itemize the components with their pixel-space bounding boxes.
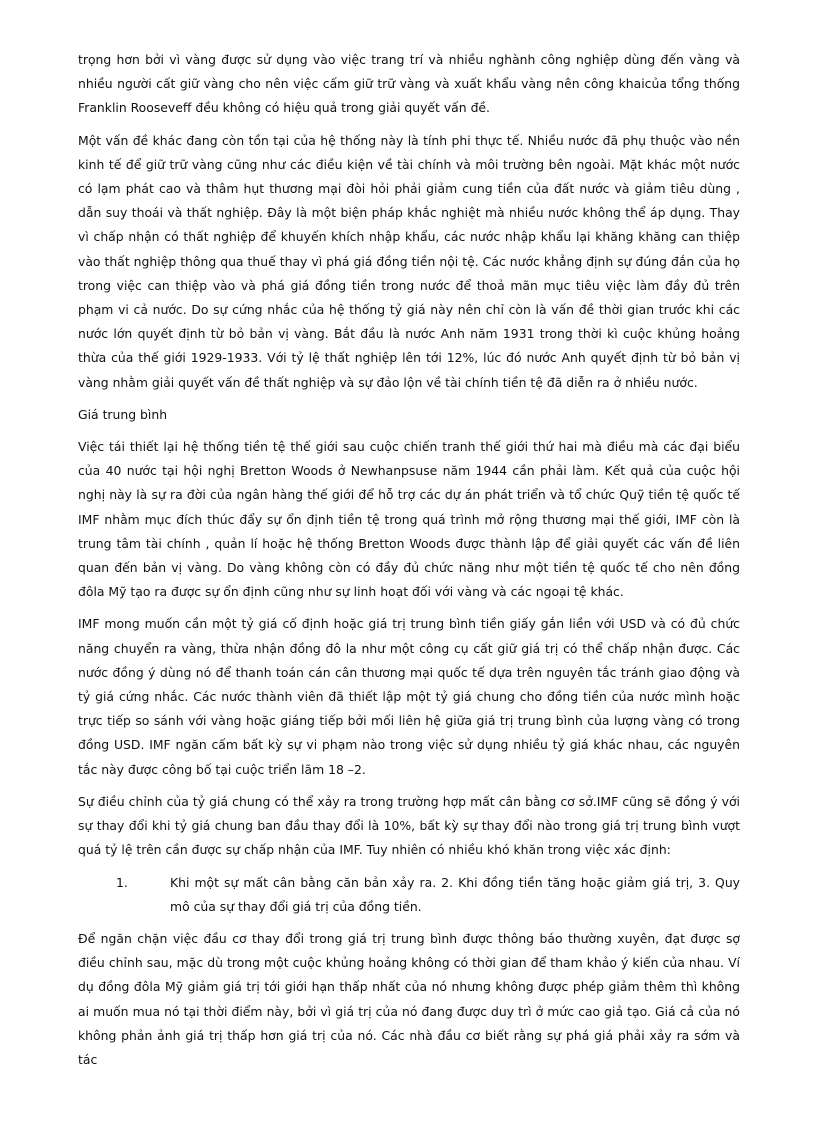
paragraph-system-impracticality: Một vấn đề khác đang còn tồn tại của hệ thống này là tính phi thực tế. Nhiều nước đã phụ thuộc vào nền kinh tế để giữ trữ vàng cũng như các điều kiện về tài chính và môi trường bên ngoài. Mặt khác một nước có lạm phát cao và thâm hụt thương mại đòi hỏi phải giảm cung tiền của đất nước và giảm tiêu dùng , dẫn suy thoái và thất nghiệp. Đây là một biện pháp khắc nghiệt mà nhiều nước không thể áp dụng. Thay vì chấp nhận có thất nghiệp để khuyến khích nhập khẩu, các nước nhập khẩu lại khăng khăng can thiệp vào thất nghiệp thông qua thuế thay vì phá giá đồng tiền nội tệ. Các nước khẳng định sự đúng đắn của họ trong việc can thiệp vào và phá giá đồng tiền trong nước để thoả mãn mục tiêu việc làm đầy đủ trên phạm vi cả nước. Do sự cứng nhắc của hệ thống tỷ giá này nên chỉ còn là vấn đề thời gian trước khi các nước lớn quyết định từ bỏ bản vị vàng. Bắt đầu là nước Anh năm 1931 trong thời kì cuộc khủng hoảng thừa của thế giới 1929-1933. Với tỷ lệ thất nghiệp lên tới 12%, lúc đó nước Anh quyết định từ bỏ bản vị vàng nhằm giải quyết vấn đề thất nghiệp và sự đảo lộn về tài chính tiền tệ đã diễn ra ở nhiều nước.: [78, 132, 740, 390]
document-page: [78, 48, 740, 1080]
paragraph-imf-fixed-rate: IMF mong muốn cần một tỷ giá cố định hoặc giá trị trung bình tiền giấy gắn liền với USD và có đủ chức năng chuyển ra vàng, thừa nhận đồng đô la như một công cụ cất giữ giá trị có thể chấp nhận được. Các nước đồng ý dùng nó để thanh toán cán cân thương mại quốc tế dựa trên nguyên tắc tránh giao động và tỷ giá cứng nhắc. Các nước thành viên đã thiết lập một tỷ giá chung cho đồng tiền của nước mình hoặc trực tiếp so sánh với vàng hoặc giáng tiếp bởi mối liên hệ giữa giá trị trung bình của lượng vàng có trong đồng USD. IMF ngăn cấm bất kỳ sự vi phạm nào trong việc sử dụng nhiều tỷ giá khác nhau, các nguyên tắc này được công bố tại cuộc triển lãm 18 –2.: [78, 616, 740, 777]
list-item: [116, 871, 740, 919]
paragraph-gold-hoarding: trọng hơn bởi vì vàng được sử dụng vào việc trang trí và nhiều nghành công nghiệp dùng đến vàng và nhiều người cất giữ vàng cho nên việc cấm giữ trữ vàng và xuất khẩu vàng nên công khaicủa tổng thống Franklin Rooseveff đều không có hiệu quả trong giải quyết vấn đề.: [78, 52, 740, 116]
paragraph-bretton-woods: Việc tái thiết lại hệ thống tiền tệ thế giới sau cuộc chiến tranh thế giới thứ hai mà điều mà các đại biểu của 40 nước tại hội nghị Bretton Woods ở Newhanpsuse năm 1944 cần phải làm. Kết quả của cuộc hội nghị này là sự ra đời của ngân hàng thế giới để hỗ trợ các dự án phát triển và tổ chức Quỹ tiền tệ quốc tế IMF nhằm mục đích thúc đẩy sự ổn định tiền tệ trong quá trình mở rộng thương mại thế giới, IMF còn là trung tâm tài chính , quản lí hoặc hệ thống Bretton Woods được thành lập để giải quyết các vấn đề liên quan đến bản vị vàng. Do vàng không còn có đầy đủ chức năng như một tiền tệ quốc tế cho nên đồng đôla Mỹ tạo ra được sự ổn định cũng như sự linh hoạt đối với vàng và các ngoại tệ khác.: [78, 439, 740, 600]
paragraph-rate-adjustment: Sự điều chỉnh của tỷ giá chung có thể xảy ra trong trường hợp mất cân bằng cơ sở.IMF cũng sẽ đồng ý với sự thay đổi khi tỷ giá chung ban đầu thay đổi là 10%, bất kỳ sự thay đổi nào trong giá trị trung bình vượt quá tỷ lệ trên cần được sự chấp nhận của IMF. Tuy nhiên có nhiều khó khăn trong việc xác định:: [78, 793, 740, 858]
list-item-text: Khi một sự mất cân bằng căn bản xảy ra. 2. Khi đồng tiền tăng hoặc giảm giá trị, 3. Quy mô của sự thay đổi giá trị của đồng tiền.: [170, 874, 740, 914]
paragraph-speculation: Để ngăn chặn việc đầu cơ thay đổi trong giá trị trung bình được thông báo thường xuyên, đạt được sợ điều chỉnh sau, mặc dù trong một cuộc khủng hoảng không có thời gian để tham khảo ý kiến của nhau. Ví dụ đồng đôla Mỹ giảm giá trị tới giới hạn thấp nhất của nó nhưng không được phép giảm thêm thì không ai muốn mua nó tại thời điểm này, bởi vì giá trị của nó đang được duy trì ở mức cao giả tạo. Giá cả của nó không phản ảnh giá trị thấp hơn giá trị của nó. Các nhà đầu cơ biết rằng sự phá giá phải xảy ra sớm và tác: [78, 930, 740, 1067]
section-heading: Giá trung bình: [78, 406, 168, 422]
list-item-number: 1.: [116, 874, 128, 890]
